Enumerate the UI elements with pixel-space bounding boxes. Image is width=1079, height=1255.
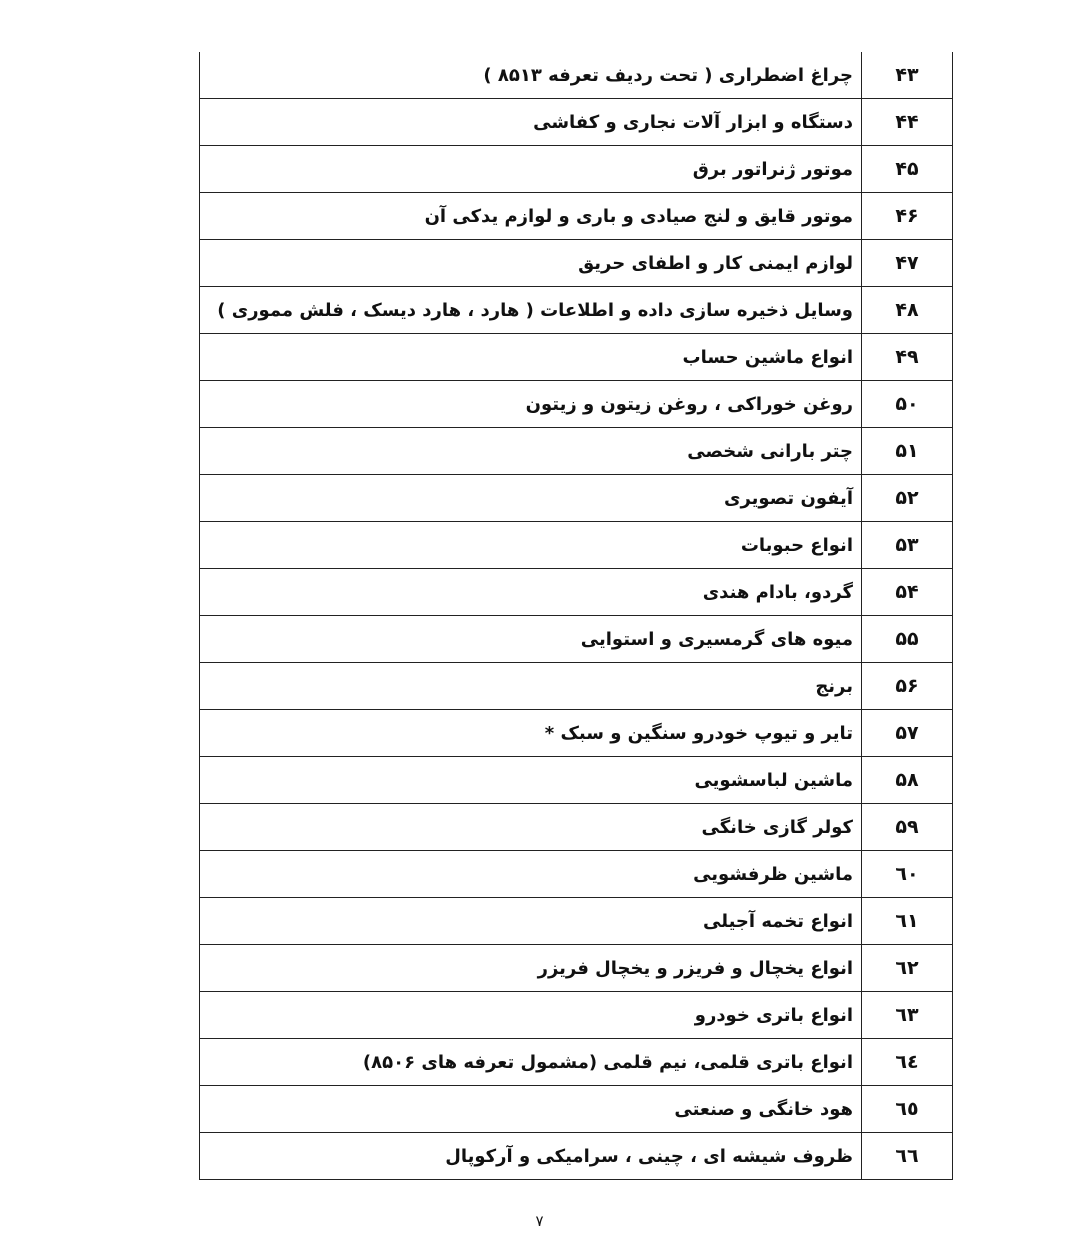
table-row bbox=[199, 897, 953, 944]
row-title: هود خانگی و صنعتی bbox=[199, 1086, 861, 1132]
row-title: موتور قایق و لنج صیادی و باری و لوازم یدکی آن bbox=[199, 193, 861, 239]
row-number: ٦٣ bbox=[861, 992, 953, 1038]
row-title: وسایل ذخیره سازی داده و اطلاعات ( هارد ، هارد دیسک ، فلش مموری ) bbox=[199, 287, 861, 333]
row-number: ۴۴ bbox=[861, 99, 953, 145]
row-number: ۴۶ bbox=[861, 193, 953, 239]
row-title: برنج bbox=[199, 663, 861, 709]
table-row bbox=[199, 662, 953, 709]
row-title: انواع حبوبات bbox=[199, 522, 861, 568]
row-title: انواع ماشین حساب bbox=[199, 334, 861, 380]
row-number: ۵۵ bbox=[861, 616, 953, 662]
row-number: ۵۰ bbox=[861, 381, 953, 427]
row-number: ۵۳ bbox=[861, 522, 953, 568]
row-number: ۵۱ bbox=[861, 428, 953, 474]
row-title: انواع باتری قلمی، نیم قلمی (مشمول تعرفه های ۸۵۰۶) bbox=[199, 1039, 861, 1085]
row-number: ۵۷ bbox=[861, 710, 953, 756]
table-row bbox=[199, 1132, 953, 1179]
row-title: تایر و تیوپ خودرو سنگین و سبک * bbox=[199, 710, 861, 756]
items-table bbox=[199, 52, 953, 1180]
table-row bbox=[199, 991, 953, 1038]
row-number: ٦١ bbox=[861, 898, 953, 944]
table-row bbox=[199, 803, 953, 850]
row-number: ۵۴ bbox=[861, 569, 953, 615]
table-row bbox=[199, 427, 953, 474]
table-row bbox=[199, 192, 953, 239]
row-title: چراغ اضطراری ( تحت ردیف تعرفه ۸۵۱۳ ) bbox=[199, 52, 861, 98]
row-number: ۴۳ bbox=[861, 52, 953, 98]
table-row bbox=[199, 333, 953, 380]
row-number: ٦٠ bbox=[861, 851, 953, 897]
row-number: ۵۶ bbox=[861, 663, 953, 709]
table-row bbox=[199, 145, 953, 192]
row-title: آیفون تصویری bbox=[199, 475, 861, 521]
row-title: ماشین ظرفشویی bbox=[199, 851, 861, 897]
table-row bbox=[199, 615, 953, 662]
page-number: ۷ bbox=[535, 1212, 544, 1230]
row-number: ٦٥ bbox=[861, 1086, 953, 1132]
table-row bbox=[199, 1038, 953, 1085]
row-title: دستگاه و ابزار آلات نجاری و کفاشی bbox=[199, 99, 861, 145]
table-row bbox=[199, 568, 953, 615]
table-row bbox=[199, 239, 953, 286]
row-title: انواع تخمه آجیلی bbox=[199, 898, 861, 944]
row-title: انواع باتری خودرو bbox=[199, 992, 861, 1038]
row-number: ۴۸ bbox=[861, 287, 953, 333]
table-row bbox=[199, 756, 953, 803]
row-number: ۵۹ bbox=[861, 804, 953, 850]
table-row bbox=[199, 98, 953, 145]
row-number: ٦٤ bbox=[861, 1039, 953, 1085]
row-number: ۴۹ bbox=[861, 334, 953, 380]
row-title: کولر گازی خانگی bbox=[199, 804, 861, 850]
row-number: ۵۲ bbox=[861, 475, 953, 521]
row-title: موتور ژنراتور برق bbox=[199, 146, 861, 192]
table-row bbox=[199, 944, 953, 991]
row-number: ٦٢ bbox=[861, 945, 953, 991]
table-row bbox=[199, 286, 953, 333]
table-row bbox=[199, 474, 953, 521]
row-number: ۴۵ bbox=[861, 146, 953, 192]
table-row bbox=[199, 1085, 953, 1132]
table-row bbox=[199, 709, 953, 756]
table-row bbox=[199, 380, 953, 427]
table-row bbox=[199, 521, 953, 568]
row-title: ظروف شیشه ای ، چینی ، سرامیکی و آرکوپال bbox=[199, 1133, 861, 1179]
row-title: لوازم ایمنی کار و اطفای حریق bbox=[199, 240, 861, 286]
table-row bbox=[199, 850, 953, 897]
row-title: میوه های گرمسیری و استوایی bbox=[199, 616, 861, 662]
row-number: ۴۷ bbox=[861, 240, 953, 286]
table-row bbox=[199, 52, 953, 98]
row-title: چتر بارانی شخصی bbox=[199, 428, 861, 474]
row-number: ۵۸ bbox=[861, 757, 953, 803]
row-title: گردو، بادام هندی bbox=[199, 569, 861, 615]
row-title: روغن خوراکی ، روغن زیتون و زیتون bbox=[199, 381, 861, 427]
row-number: ٦٦ bbox=[861, 1133, 953, 1179]
row-title: انواع یخچال و فریزر و یخچال فریزر bbox=[199, 945, 861, 991]
row-title: ماشین لباسشویی bbox=[199, 757, 861, 803]
